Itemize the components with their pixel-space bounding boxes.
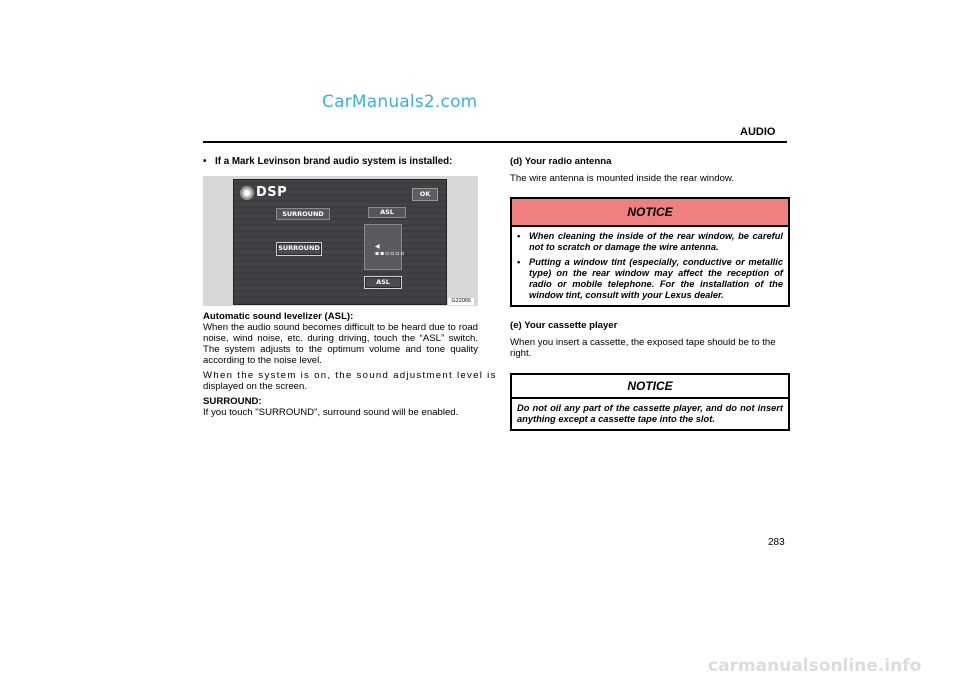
notice-title: NOTICE [512, 375, 788, 399]
surround-label-panel [276, 208, 330, 220]
dsp-screen-title: DSP [256, 185, 288, 200]
asl-button[interactable]: ASL [364, 276, 402, 289]
watermark-carmanuals2: CarManuals2.com [322, 92, 478, 112]
notice-box-cassette [510, 373, 790, 431]
dsp-screen-figure [203, 176, 478, 306]
asl-level-indicator: ◀ ▪▪▫▫▫▫ [375, 243, 406, 257]
notice-text: Do not oil any part of the cassette player, and do not insert anything except a cassette tape into the slot. [517, 403, 783, 424]
notice-item [517, 231, 783, 253]
ok-button[interactable]: OK [412, 188, 438, 201]
cassette-heading: (e) Your cassette player [510, 320, 618, 331]
surround-label: SURROUND [282, 210, 324, 218]
surround-text: If you touch "SURROUND", surround sound will be enabled. [203, 407, 459, 418]
asl-text: When the audio sound becomes difficult to be heard due to road noise, wind noise, etc. during driving, touch the “ASL” switch. The system adjusts to the optimum volume and tone quality according to the noise level. [203, 322, 478, 366]
notice-item [517, 257, 783, 301]
notice-title: NOTICE [512, 199, 788, 227]
asl-heading: Automatic sound levelizer (ASL): [203, 311, 354, 322]
figure-code: G22066 [448, 298, 474, 305]
antenna-text: The wire antenna is mounted inside the rear window. [510, 173, 734, 184]
cassette-text: When you insert a cassette, the exposed tape should be to the right. [510, 337, 776, 359]
bullet-icon: • [203, 156, 207, 167]
notice-item-text: When cleaning the inside of the rear window, be careful not to scratch or damage the wire antenna. [529, 231, 783, 252]
asl-level-panel [364, 224, 406, 270]
asl-label-panel [368, 207, 406, 218]
notice-body [512, 227, 788, 305]
notice-item-text: Putting a window tint (especially, conductive or metallic type) on the rear window may affect the reception of radio or mobile telephone. For the installation of the window tint, consult with your Lexus dealer. [529, 257, 783, 300]
asl-on-text-line2: displayed on the screen. [203, 381, 307, 392]
section-title: AUDIO [740, 126, 776, 138]
asl-label: ASL [380, 208, 394, 216]
watermark-carmanualsonline: carmanualsonline.info [708, 656, 922, 676]
asl-on-text-line1: When the system is on, the sound adjustment level is [203, 370, 497, 381]
surround-button[interactable]: SURROUND [276, 242, 322, 256]
page-number: 283 [768, 537, 785, 548]
asl-section [203, 311, 497, 418]
dsp-screen [233, 179, 447, 305]
bullet-heading [203, 156, 478, 167]
surround-heading: SURROUND: [203, 396, 262, 407]
bullet-heading-text: If a Mark Levinson brand audio system is installed: [215, 156, 453, 167]
notice-box-antenna [510, 197, 790, 307]
antenna-heading: (d) Your radio antenna [510, 156, 612, 167]
disc-icon [240, 186, 254, 200]
header-rule [203, 141, 787, 143]
bullet-icon: • [517, 257, 521, 267]
bullet-icon: • [517, 231, 521, 241]
